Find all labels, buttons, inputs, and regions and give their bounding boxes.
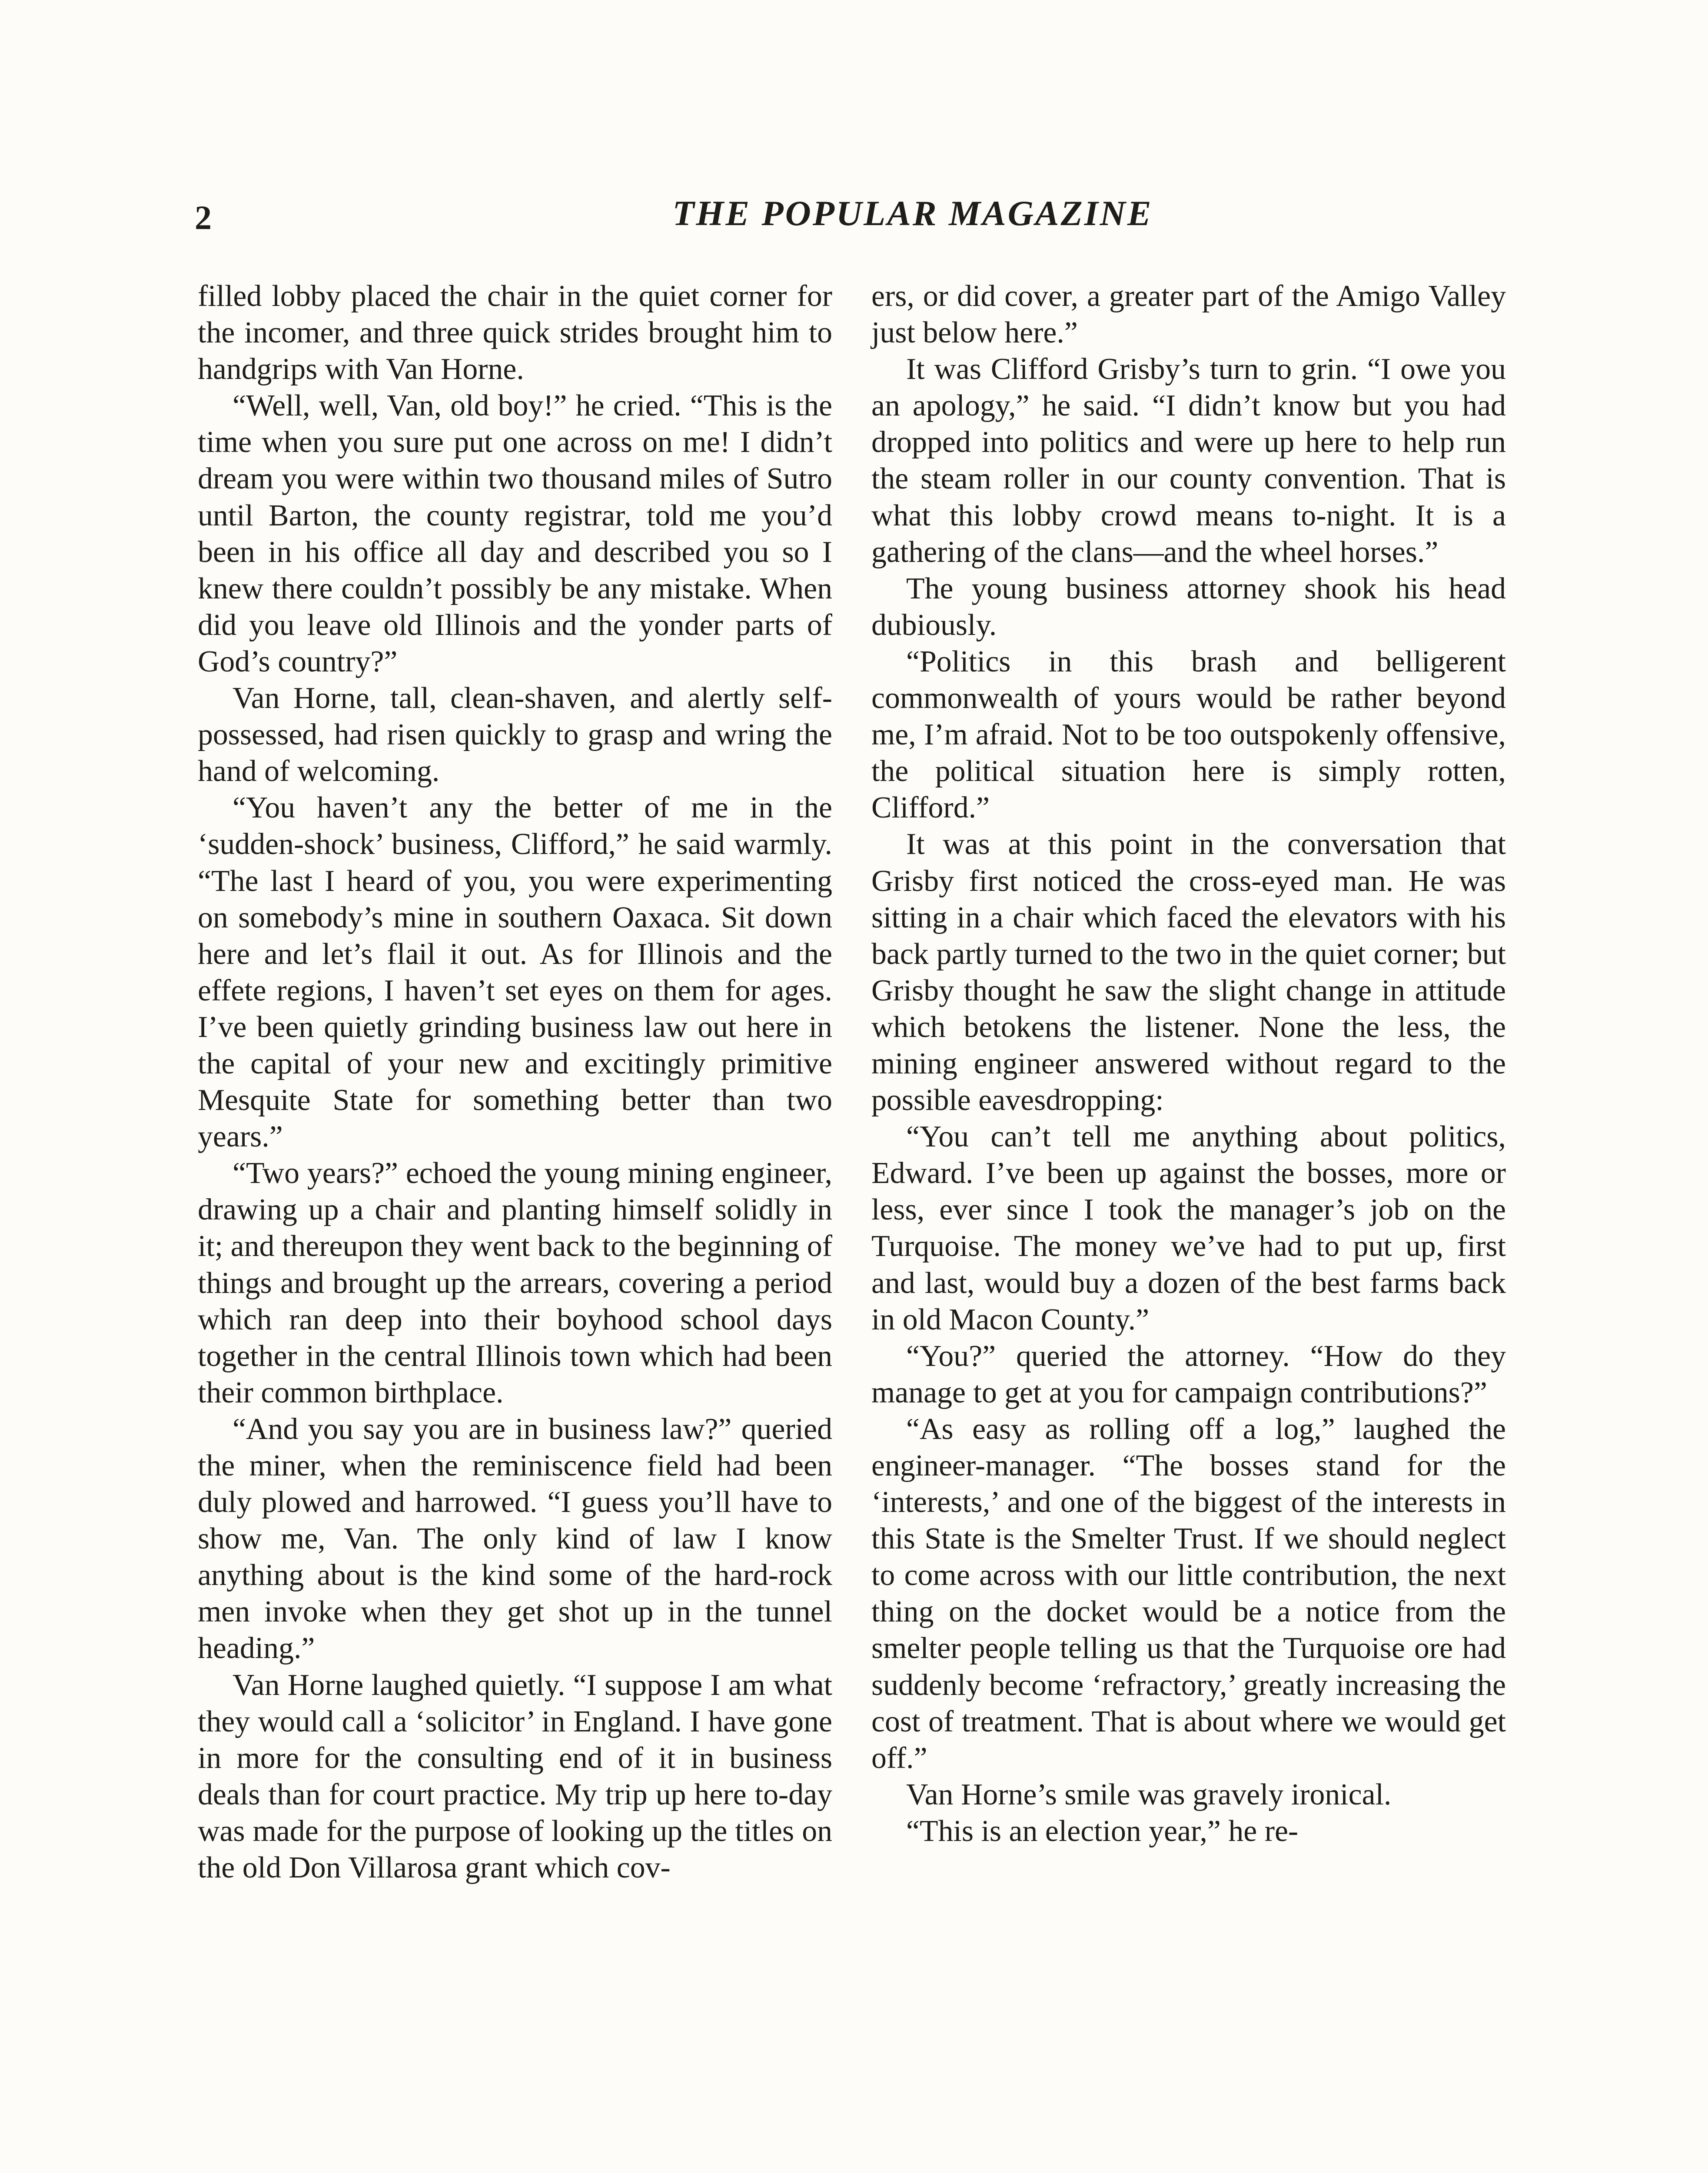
paragraph: It was Clifford Grisby’s turn to grin. “I owe you an apology,” he said. “I didn’t know but you had dropped into politics and were up here to help run the steam roller in our county convention. That is what this lobby crowd means to-night. It is a gathering of the clans—and the wheel horses.”: [871, 352, 1506, 569]
paragraph: “Politics in this brash and belligerent commonwealth of yours would be rather beyond me, I’m afraid. Not to be too outspokenly offensive, the political situation here is simply rotten, Clifford.”: [871, 645, 1506, 825]
left-column: [198, 278, 832, 1886]
paragraph: Van Horne’s smile was gravely ironical.: [906, 1778, 1392, 1811]
paragraph: “Well, well, Van, old boy!” he cried. “This is the time when you sure put one across on me! I didn’t dream you were within two thousand miles of Sutro until Barton, the county registrar, told me you’d been in his office all day and described you so I knew there couldn’t possibly be any mistake. When did you leave old Illinois and the yonder parts of God’s country?”: [198, 389, 832, 678]
right-column: [871, 278, 1506, 1850]
paragraph: “You can’t tell me anything about politics, Edward. I’ve been up against the bosses, more or less, ever since I took the manager’s job on the Turquoise. The money we’ve had to put up, first and last, would buy a dozen of the best farms back in old Macon County.”: [871, 1120, 1506, 1336]
paragraph: “And you say you are in business law?” queried the miner, when the reminiscence field had been duly plowed and harrowed. “I guess you’ll have to show me, Van. The only kind of law I know anything about is the kind some of the hard-rock men invoke when they get shot up in the tunnel heading.”: [198, 1412, 832, 1665]
paragraph: The young business attorney shook his head dubiously.: [871, 571, 1506, 642]
paragraph: “As easy as rolling off a log,” laughed the engineer-manager. “The bosses stand for the ‘interests,’ and one of the biggest of the interests in this State is the Smelter Trust. If we should neglect to come across with our little contribution, the next thing on the docket would be a notice from the smelter people telling us that the Turquoise ore had suddenly become ‘refractory,’ greatly increasing the cost of treatment. That is about where we would get off.”: [871, 1412, 1506, 1775]
paragraph: Van Horne laughed quietly. “I suppose I am what they would call a ‘solicitor’ in England. I have gone in more for the consulting end of it in business deals than for court practice. My trip up here to-day was made for the purpose of looking up the titles on the old Don Villarosa grant which cov-: [198, 1668, 832, 1885]
paragraph: filled lobby placed the chair in the quiet corner for the incomer, and three quick strides brought him to handgrips with Van Horne.: [198, 279, 832, 386]
paragraph: “Two years?” echoed the young mining engineer, drawing up a chair and planting himself solidly in it; and thereupon they went back to the beginning of things and brought up the arrears, covering a period which ran deep into their boyhood school days together in the central Illinois town which had been their common birthplace.: [198, 1156, 832, 1409]
page-number: 2: [195, 199, 212, 236]
paragraph: “You haven’t any the better of me in the ‘sudden-shock’ business, Clifford,” he said warmly. “The last I heard of you, you were experimenting on somebody’s mine in southern Oaxaca. Sit down here and let’s flail it out. As for Illinois and the effete regions, I haven’t set eyes on them for ages. I’ve been quietly grinding business law out here in the capital of your new and excitingly primitive Mesquite State for something better than two years.”: [198, 791, 832, 1154]
paragraph: It was at this point in the conversation that Grisby first noticed the cross-eyed man. He was sitting in a chair which faced the elevators with his back partly turned to the two in the quiet corner; but Grisby thought he saw the slight change in attitude which betokens the listener. None the less, the mining engineer answered without regard to the possible eavesdropping:: [871, 827, 1506, 1117]
paragraph: “You?” queried the attorney. “How do they manage to get at you for campaign contributions?”: [871, 1339, 1506, 1409]
paragraph: Van Horne, tall, clean-shaven, and alertly self-possessed, had risen quickly to grasp and wring the hand of welcoming.: [198, 681, 832, 788]
paragraph: “This is an election year,” he re-: [906, 1814, 1299, 1848]
paragraph: ers, or did cover, a greater part of the Amigo Valley just below here.”: [871, 279, 1506, 350]
running-head: THE POPULAR MAGAZINE: [672, 193, 1153, 233]
